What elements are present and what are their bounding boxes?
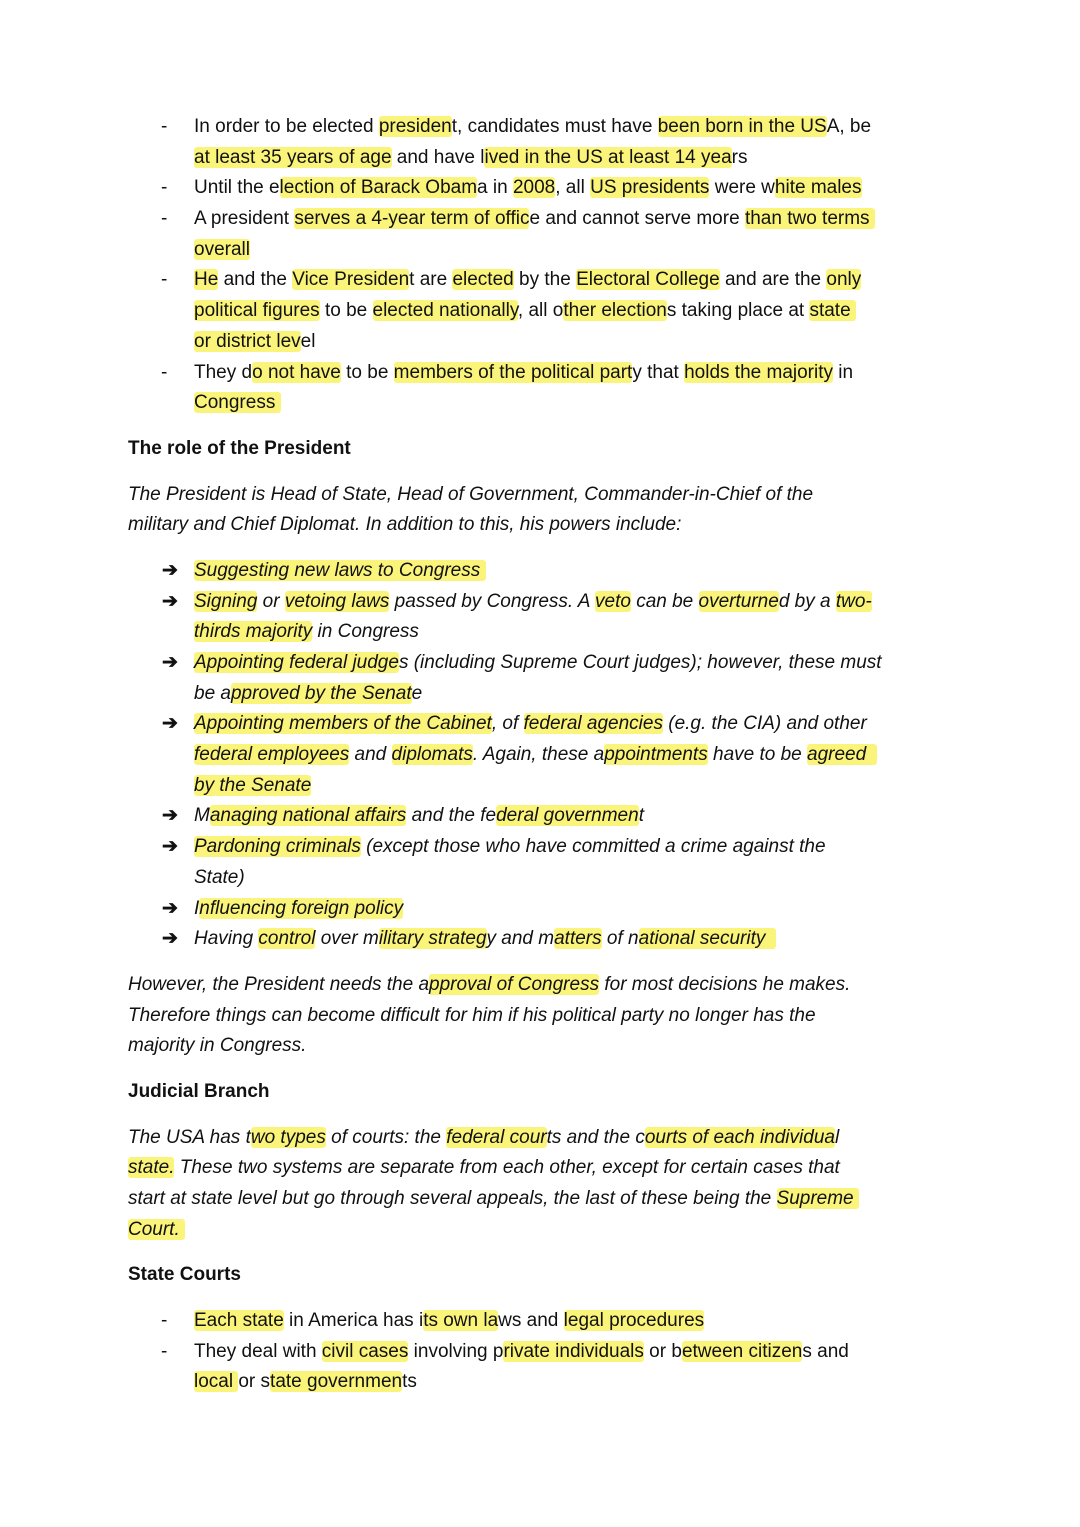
text-line	[0, 924, 1080, 955]
arrow-bullet-icon: ➔	[162, 836, 178, 858]
highlighted-text: elected	[452, 269, 514, 291]
text-line	[0, 388, 1080, 419]
text: or b	[643, 1340, 682, 1362]
text-line	[0, 173, 1080, 204]
text: State Courts	[128, 1264, 241, 1286]
highlighted-text: local	[194, 1371, 239, 1393]
text-line	[0, 648, 1080, 679]
text-line	[0, 1184, 1080, 1215]
text: The USA has t	[128, 1126, 251, 1148]
highlighted-text: federal agencies	[523, 713, 663, 735]
text-line	[0, 265, 1080, 296]
text: M	[194, 805, 210, 827]
text: be a	[194, 682, 231, 704]
text: , all o	[517, 300, 564, 322]
highlighted-text: ther election	[563, 300, 667, 322]
text-line	[0, 1001, 1080, 1032]
text: have to be	[707, 744, 808, 766]
highlighted-text: diplomats	[391, 744, 473, 766]
list-item	[0, 648, 1080, 709]
highlighted-text: ppointments	[604, 744, 708, 766]
text: or	[257, 590, 285, 612]
text: to be	[340, 361, 394, 383]
text-line	[0, 970, 1080, 1001]
text: (except those who have committed a crime against the	[360, 836, 826, 858]
text: s taking place at	[666, 300, 810, 322]
text: can be	[630, 590, 699, 612]
list-item	[0, 1306, 1080, 1337]
highlighted-text: political figures	[194, 300, 320, 322]
text-line	[0, 1306, 1080, 1337]
text: in America has i	[283, 1310, 424, 1332]
text: . Again, these a	[472, 744, 605, 766]
text: The President is Head of State, Head of Government, Commander-in-Chief of the	[128, 483, 814, 505]
text-line	[0, 327, 1080, 358]
text: military and Chief Diplomat. In addition to this, his powers include:	[128, 514, 682, 536]
arrow-bullet-icon: ➔	[162, 897, 178, 919]
text: and have l	[391, 146, 485, 168]
text: These two systems are separate from each other, except for certain cases that	[174, 1157, 840, 1179]
highlighted-text: Suggesting new laws to Congress	[194, 559, 486, 581]
text-line	[0, 709, 1080, 740]
text: Judicial Branch	[128, 1080, 270, 1102]
text: They deal with	[194, 1340, 322, 1362]
arrow-bullet-icon: ➔	[162, 652, 178, 673]
text: A, be	[826, 116, 872, 137]
highlighted-text: federal employees	[194, 744, 350, 766]
text: for most decisions he makes.	[599, 973, 851, 995]
text: They d	[194, 361, 253, 383]
highlighted-text: by the Senate	[194, 774, 312, 796]
text-line	[0, 358, 1080, 389]
highlighted-text: Congress	[194, 392, 281, 414]
arrow-bullet-icon: ➔	[162, 805, 178, 827]
highlighted-text: Court.	[128, 1218, 186, 1240]
highlighted-text: members of the political part	[393, 361, 633, 383]
highlighted-text: wo types	[250, 1126, 326, 1148]
highlighted-text: pproved by the Senat	[230, 682, 412, 704]
text: or s	[238, 1371, 271, 1393]
highlighted-text: at least 35 years of age	[194, 146, 392, 168]
text: in Congress	[312, 621, 419, 643]
text-line	[0, 1215, 1080, 1246]
text-line	[0, 587, 1080, 618]
text: (e.g. the CIA) and other	[662, 713, 867, 735]
text: y and m	[486, 928, 555, 950]
highlighted-text: holds the majority	[684, 361, 833, 383]
highlighted-text: anaging national affairs	[209, 805, 407, 827]
text: In order to be elected	[194, 116, 379, 137]
highlighted-text: civil cases	[321, 1340, 409, 1362]
highlighted-text: agreed	[807, 744, 877, 766]
text: ws and	[498, 1310, 564, 1332]
text-line	[0, 1031, 1080, 1062]
text-line	[0, 617, 1080, 648]
text-line	[0, 832, 1080, 863]
text: and the	[218, 269, 293, 291]
list-item	[0, 556, 1080, 587]
text: ts	[402, 1371, 417, 1393]
dash-bullet-icon: -	[161, 361, 168, 383]
highlighted-text: ourts of each individua	[644, 1126, 835, 1148]
highlighted-text: hite males	[774, 177, 862, 199]
text-line	[0, 1260, 1080, 1291]
highlighted-text: two-	[835, 590, 872, 612]
highlighted-text: overall	[194, 238, 250, 260]
section-heading	[0, 1077, 1080, 1108]
dash-bullet-icon: -	[161, 208, 168, 230]
text-line	[0, 480, 1080, 511]
highlighted-text: been born in the US	[657, 116, 827, 137]
highlighted-text: lection of Barack Obam	[279, 177, 478, 199]
highlighted-text: Electoral College	[576, 269, 720, 291]
highlighted-text: nfluencing foreign policy	[199, 897, 404, 919]
text: start at state level but go through several appeals, the last of these being the	[128, 1188, 777, 1209]
dash-bullet-icon: -	[161, 1340, 168, 1362]
highlighted-text: presiden	[378, 116, 452, 137]
text-line	[0, 1153, 1080, 1184]
highlighted-text: Appointing federal judge	[194, 652, 399, 673]
text: Therefore things can become difficult for him if his political party no longer has the	[128, 1004, 816, 1026]
text: e and cannot serve more	[529, 208, 745, 230]
dash-bullet-icon: -	[161, 269, 168, 291]
text: of n	[601, 928, 639, 950]
paragraph	[0, 1123, 1080, 1246]
highlighted-text: rivate individuals	[503, 1340, 644, 1362]
text: The role of the President	[128, 437, 351, 459]
text-line	[0, 1123, 1080, 1154]
highlighted-text: only	[826, 269, 862, 291]
highlighted-text: US presidents	[590, 177, 710, 199]
highlighted-text: ts own la	[423, 1310, 499, 1332]
text: , all	[555, 177, 591, 199]
highlighted-text: Supreme	[776, 1188, 859, 1209]
text: s (including Supreme Court judges); however, these must	[398, 652, 882, 673]
highlighted-text: o not have	[252, 361, 341, 383]
paragraph	[0, 480, 1080, 541]
text-line	[0, 112, 1080, 143]
text: to be	[319, 300, 373, 322]
highlighted-text: ational security	[638, 928, 776, 950]
text: d by a	[778, 590, 836, 612]
dash-bullet-icon: -	[161, 1310, 168, 1332]
text: y that	[632, 361, 685, 383]
text-line	[0, 740, 1080, 771]
text: passed by Congress. A	[389, 590, 595, 612]
text-line	[0, 556, 1080, 587]
text: e	[411, 682, 423, 704]
highlighted-text: pproval of Congress	[429, 973, 600, 995]
text-line	[0, 204, 1080, 235]
highlighted-text: Pardoning criminals	[194, 836, 361, 858]
list-item	[0, 204, 1080, 265]
text: I	[194, 897, 200, 919]
text-line	[0, 1077, 1080, 1108]
arrow-bullet-icon: ➔	[162, 590, 178, 612]
list-item	[0, 173, 1080, 204]
text: Having	[194, 928, 259, 950]
dash-bullet-icon: -	[161, 177, 168, 199]
text: a in	[477, 177, 513, 199]
text: by the	[513, 269, 577, 291]
text: However, the President needs the a	[128, 973, 430, 995]
list-item	[0, 709, 1080, 801]
text: and are the	[719, 269, 827, 291]
text: t, candidates must have	[451, 116, 658, 137]
list-item	[0, 801, 1080, 832]
highlighted-text: ived in the US at least 14 yea	[484, 146, 732, 168]
highlighted-text: tate governmen	[270, 1371, 403, 1393]
text-line	[0, 801, 1080, 832]
list-item	[0, 112, 1080, 173]
text: involving p	[408, 1340, 504, 1362]
text: were w	[709, 177, 775, 199]
text: t	[638, 805, 644, 827]
dash-bullet-icon: -	[161, 116, 168, 137]
highlighted-text: etween citizen	[681, 1340, 803, 1362]
highlighted-text: state.	[128, 1157, 175, 1179]
arrow-bullet-icon: ➔	[162, 713, 178, 735]
text: majority in Congress.	[128, 1035, 307, 1057]
list-item	[0, 924, 1080, 955]
text: l	[834, 1126, 840, 1148]
list-item	[0, 1337, 1080, 1398]
text-line	[0, 510, 1080, 541]
highlighted-text: veto	[595, 590, 631, 612]
text: el	[300, 330, 316, 352]
text: and the fe	[406, 805, 497, 827]
paragraph	[0, 970, 1080, 1062]
text: s and	[802, 1340, 849, 1362]
list-item	[0, 894, 1080, 925]
text: over m	[315, 928, 379, 950]
highlighted-text: serves a 4-year term of offic	[294, 208, 530, 230]
text: , of	[491, 713, 524, 735]
highlighted-text: state	[809, 300, 856, 322]
highlighted-text: Each state	[194, 1310, 284, 1332]
arrow-bullet-icon: ➔	[162, 559, 178, 581]
highlighted-text: federal cour	[446, 1126, 547, 1148]
text: rs	[731, 146, 748, 168]
section-heading	[0, 434, 1080, 465]
highlighted-text: legal procedures	[563, 1310, 705, 1332]
text: and	[349, 744, 392, 766]
text-line	[0, 143, 1080, 174]
text: A president	[194, 208, 295, 230]
text-line	[0, 1367, 1080, 1398]
highlighted-text: Signing	[194, 590, 258, 612]
highlighted-text: Appointing members of the Cabinet	[194, 713, 492, 735]
arrow-bullet-icon: ➔	[162, 928, 178, 950]
text: of courts: the	[325, 1126, 447, 1148]
highlighted-text: thirds majority	[194, 621, 313, 643]
highlighted-text: control	[258, 928, 316, 950]
text-line	[0, 296, 1080, 327]
list-item	[0, 587, 1080, 648]
highlighted-text: than two terms	[744, 208, 875, 230]
text-line	[0, 863, 1080, 894]
highlighted-text: 2008	[512, 177, 556, 199]
text-line	[0, 235, 1080, 266]
list-item	[0, 358, 1080, 419]
highlighted-text: atters	[554, 928, 602, 950]
highlighted-text: vetoing laws	[284, 590, 390, 612]
highlighted-text: deral governmen	[496, 805, 639, 827]
text-line	[0, 434, 1080, 465]
list-item	[0, 832, 1080, 893]
document-page	[0, 112, 1080, 1398]
highlighted-text: He	[194, 269, 219, 291]
text-line	[0, 1337, 1080, 1368]
highlighted-text: elected nationally	[372, 300, 518, 322]
text-line	[0, 771, 1080, 802]
text: Until the e	[194, 177, 280, 199]
section-heading	[0, 1260, 1080, 1291]
text-line	[0, 679, 1080, 710]
highlighted-text: Vice Presiden	[292, 269, 410, 291]
text: State)	[194, 866, 245, 888]
text: in	[833, 361, 854, 383]
text: ts and the c	[546, 1126, 645, 1148]
highlighted-text: overturne	[698, 590, 779, 612]
highlighted-text: ilitary strateg	[378, 928, 487, 950]
list-item	[0, 265, 1080, 357]
highlighted-text: or district lev	[194, 330, 301, 352]
text-line	[0, 894, 1080, 925]
text: t are	[409, 269, 453, 291]
